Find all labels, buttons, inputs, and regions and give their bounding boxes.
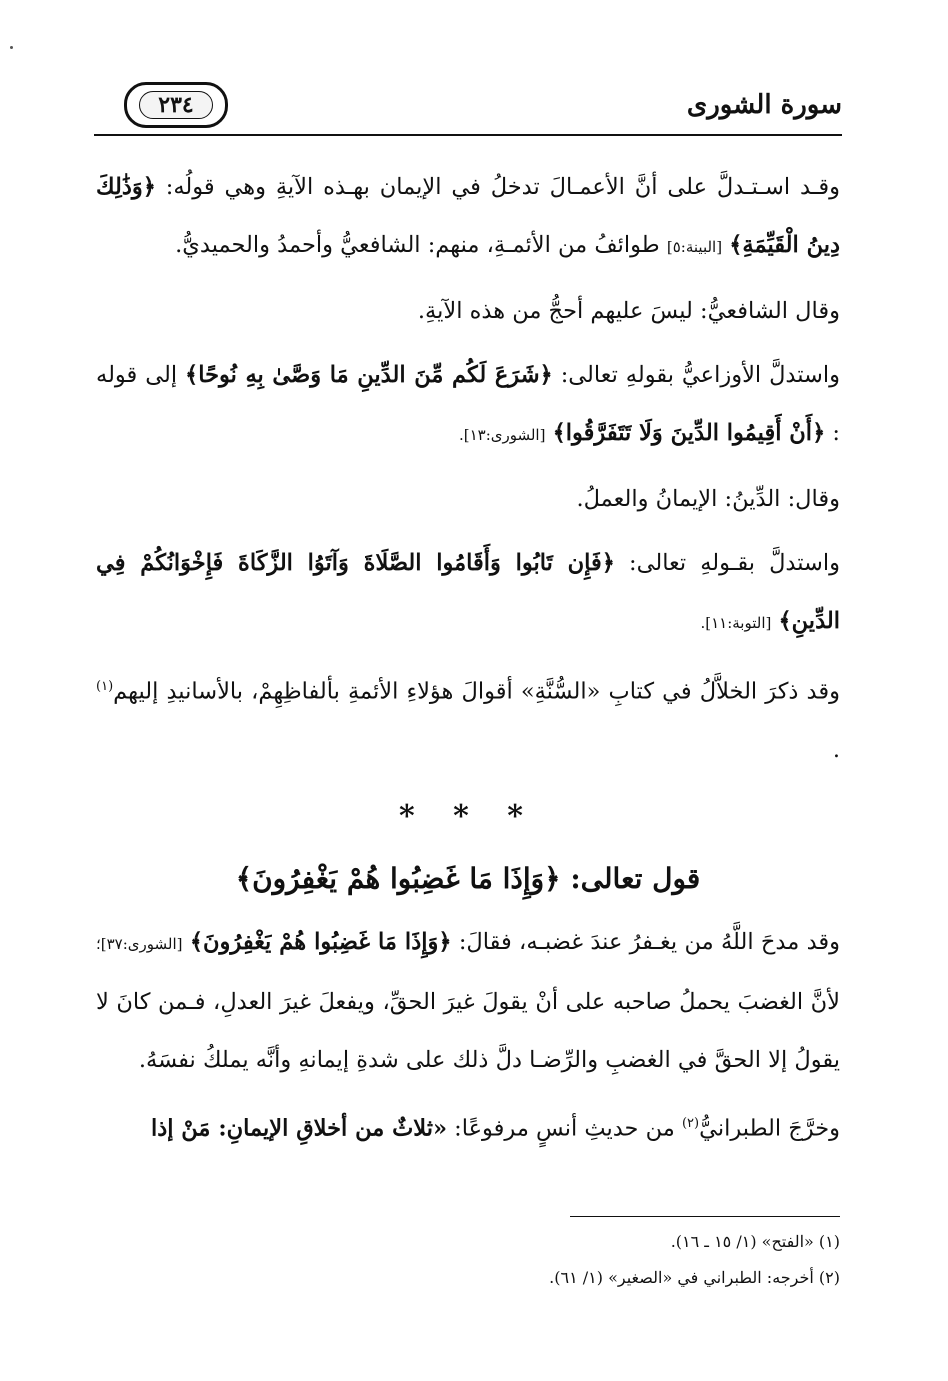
quran-quote: ﴿وَإِذَا مَا غَضِبُوا هُمْ يَغْفِرُونَ﴾ (189, 928, 452, 955)
verse-reference: [الشورى:١٣]. (458, 426, 546, 444)
header-rule (94, 134, 842, 136)
page-number-badge (124, 82, 228, 128)
footnote-rule (570, 1216, 840, 1217)
paragraph-6 (96, 658, 840, 779)
text: لأنَّ الغضبَ يحملُ صاحبه على أنْ يقولَ غيرَ الحقِّ، ويفعلَ غيرَ العدلِ، فـمن كانَ لا يقولُ إلا الحقَّ في الغضبِ والرِّضـا دلَّ ذلك على شدةِ إيمانهِ وأنَّه يملكُ نفسَهُ. (96, 988, 840, 1073)
footnote-2: (٢) أخرجه: الطبراني في «الصغير» (١/ ٦١). (549, 1268, 840, 1287)
quran-quote: ﴿وَذَٰلِكَ دِينُ الْقَيِّمَةِ﴾ (96, 174, 840, 258)
text: من حديثِ أنسٍ مرفوعًا: (454, 1115, 675, 1141)
paragraph-1 (96, 158, 840, 276)
quran-quote: ﴿أَنْ أَقِيمُوا الدِّينَ وَلَا تَتَفَرَّقُوا﴾ (552, 420, 826, 446)
page-header (94, 70, 842, 136)
main-text (96, 158, 840, 1157)
paragraph-7 (96, 913, 840, 1089)
text: . (832, 736, 840, 763)
text: وقد مدحَ اللَّهُ من يغـفرُ عندَ غضبـه، فقالَ: (458, 928, 840, 955)
footnote-marker: (٢) (681, 1115, 700, 1131)
text: وقـد اسـتـدلَّ على أنَّ الأعمـالَ تدخلُ في الإيمان بهـذه الآيةِ وهي قولُه: (165, 174, 840, 200)
verse-reference: [التوبة:١١]. (700, 614, 772, 632)
running-title: سورة الشورى (686, 90, 842, 120)
footnote-marker: (١) (96, 679, 114, 694)
hadith-quote: «ثلاثٌ من أخلاقِ الإيمانِ: مَنْ إذا (150, 1115, 448, 1141)
paragraph-3 (96, 346, 840, 464)
footnotes (96, 1224, 840, 1296)
section-heading: قول تعالى: ﴿وَإِذَا مَا غَضِبُوا هُمْ يَغْفِرُونَ﴾ (235, 861, 701, 895)
paragraph-5 (96, 534, 840, 652)
section-separator: * * * (399, 798, 537, 834)
text: واستدلَّ الأوزاعيُّ بقولهِ تعالى: (560, 362, 840, 388)
text: إلى قوله : (96, 362, 840, 446)
text: واستدلَّ بقـولهِ تعالى: (629, 550, 840, 576)
footnote-1: (١) «الفتح» (١/ ١٥ ـ ١٦). (670, 1232, 840, 1251)
scan-speck (10, 46, 13, 49)
quran-quote: ﴿شَرَعَ لَكُم مِّنَ الدِّينِ مَا وَصَّىٰ بِهِ نُوحًا﴾ (185, 362, 553, 388)
text: طوائفُ من الأئمـةِ، منهم: الشافعيُّ وأحمدُ والحميديُّ. (175, 232, 660, 258)
text: وخرَّجَ الطبرانيُّ (699, 1115, 840, 1141)
quran-quote: ﴿فَإِن تَابُوا وَأَقَامُوا الصَّلَاةَ وَآتَوُا الزَّكَاةَ فَإِخْوَانُكُمْ فِي الدِّينِ﴾ (96, 550, 840, 634)
page-number: ٢٣٤ (139, 91, 213, 119)
text: وقد ذكرَ الخلاَّلُ في كتابِ «السُّنَّةِ» أقوالَ هؤلاءِ الأئمةِ بألفاظِهِمْ، بالأسانيدِ إليهم (113, 678, 840, 705)
paragraph-8 (96, 1095, 840, 1158)
verse-reference: [البينة:٥] (666, 238, 723, 256)
verse-reference: [الشورى:٣٧]؛ (96, 934, 183, 953)
paragraph-2: وقال الشافعيُّ: ليسَ عليهم أحجُّ من هذه الآيةِ. (417, 298, 840, 324)
paragraph-4: وقال: الدِّينُ: الإيمانُ والعملُ. (576, 486, 840, 512)
